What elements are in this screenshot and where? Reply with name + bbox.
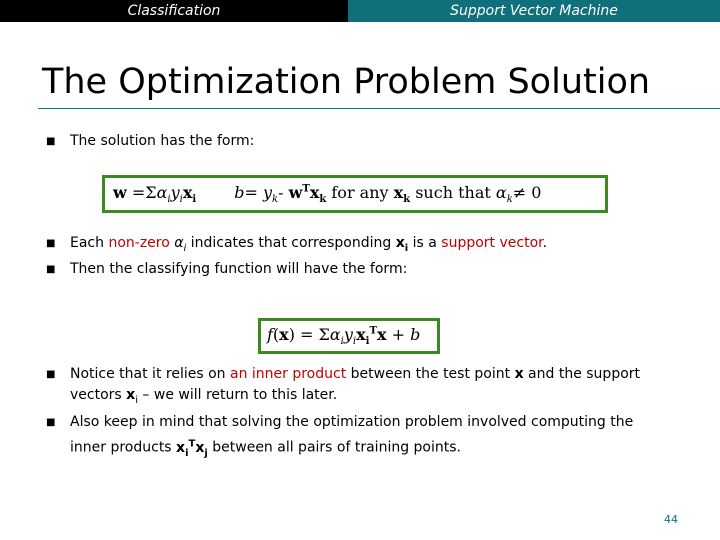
header-section-svm: Support Vector Machine [348,0,720,22]
f-formula: $f(x) = \Sigma\alpha_iy_ix_i^Tx + b$ [267,324,421,348]
b-formula: $b= y_k-$ $w^Tx_k$ for any $x_k$ such that $\alpha_k\ne 0$ [234,182,542,206]
w-formula: $w =\Sigma\alpha_iy_ix_i$ [113,182,197,206]
header-bar [0,0,720,22]
bullet-text-3: Then the classifying function will have the form: [70,261,408,277]
bullet-icon: ■ [46,238,56,249]
solution-formula-box [102,175,608,213]
page-number: 44 [664,513,678,526]
bullet-icon: ■ [46,417,56,428]
title-divider [38,108,720,109]
classifier-formula-box [258,318,440,354]
bullet-text-1: The solution has the form: [70,133,255,149]
bullet-text-4: Notice that it relies on an inner product between the test point x and the support vectors $x_i$ – we will return to this later. [70,366,641,406]
bullet-icon: ■ [46,136,56,147]
slide-title: The Optimization Problem Solution [42,62,651,102]
header-section-classification: Classification [0,0,348,22]
bullet-icon: ■ [46,369,56,380]
bullet-text-2: Each non-zero $\alpha_i$ indicates that corresponding $x_i$ is a support vector. [70,235,548,254]
bullet-text-5: Also keep in mind that solving the optimization problem involved computing the inner products $x_i^Tx_j$ between all pairs of training points. [70,414,634,459]
bullet-icon: ■ [46,264,56,275]
